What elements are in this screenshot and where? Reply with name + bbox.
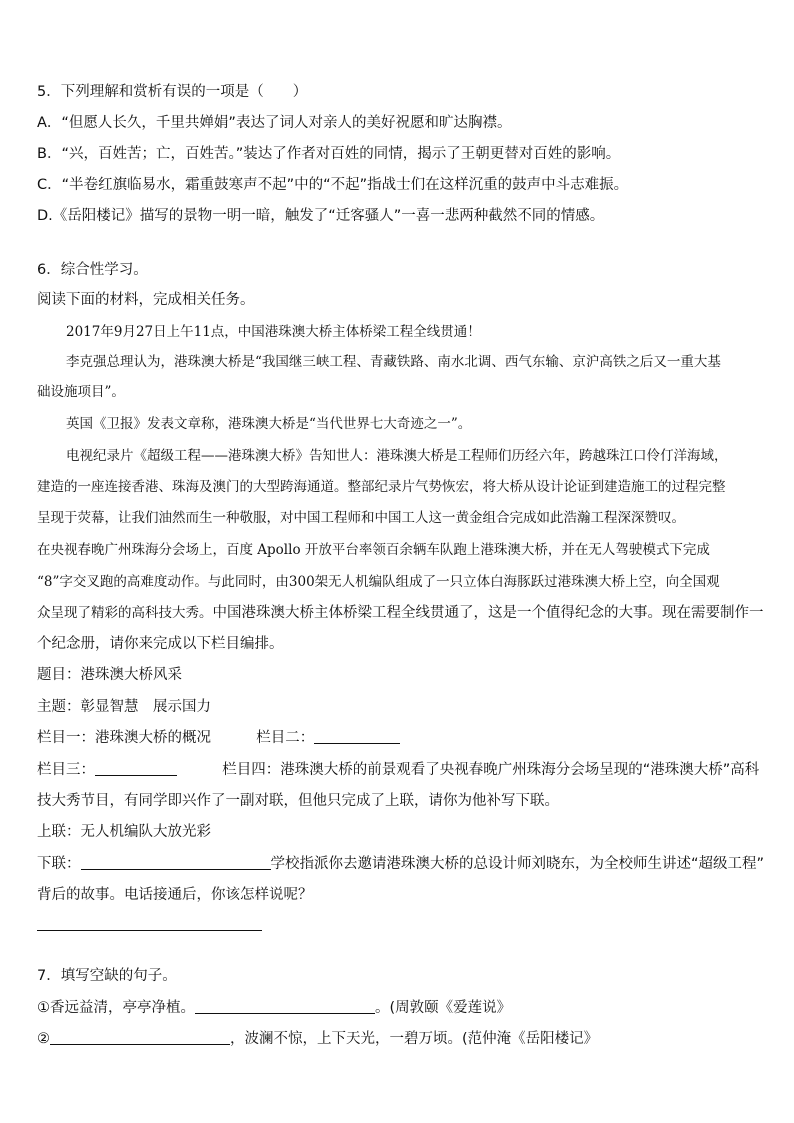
q5-stem: 5．下列理解和赏析有误的一项是（ ）	[37, 84, 308, 100]
q6-material-line: 建造的一座连接香港、珠海及澳门的大型跨海通道。整部纪录片气势恢宏，将大桥从设计论证到建造施工的过程完整	[37, 479, 726, 495]
q6-answer-line	[37, 915, 262, 935]
q5-option-b: B．“兴，百姓苦；亡，百姓苦。”装达了作者对百姓的同情，揭示了王朝更替对百姓的影响。	[37, 146, 621, 162]
q6-task-line2: 个纪念册，请你来完成以下栏目编排。	[37, 636, 284, 652]
q7-item1-blank[interactable]	[195, 999, 375, 1014]
q6-col3-blank[interactable]	[95, 761, 177, 776]
q6-material-line: 呈现于荧幕，让我们油然而生一种敬服，对中国工程师和中国工人这一黄金组合完成如此浩瀚工程深深赞叹。	[37, 510, 685, 526]
q6-lower-tail: 学校指派你去邀请港珠澳大桥的总设计师刘晓东，为全校师生讲述“超级工程”	[270, 856, 765, 872]
q7-item2	[37, 1029, 598, 1049]
q6-columns-row2	[37, 760, 759, 780]
q6-task-tail: 中国港珠澳大桥主体桥梁工程全线贯通了，这是一个值得纪念的大事。现在需要制作一	[212, 605, 764, 621]
q6-lower-line2: 背后的故事。电话接通后，你该怎样说呢？	[37, 887, 313, 903]
q6-material-line: 英国《卫报》发表文章称，港珠澳大桥是“当代世界七大奇迹之一”。	[66, 416, 472, 432]
q6-material-line: 在央视春晚广州珠海分会场上，百度 Apollo 开放平台率领百余辆车队跑上港珠澳大桥，并在无人驾驶模式下完成	[37, 542, 710, 558]
q7-item2-post: ，波澜不惊，上下天光，一碧万顷。(范仲淹《岳阳楼记》	[230, 1031, 599, 1047]
q6-col2-label: 栏目二：	[256, 730, 315, 746]
q6-columns-row1	[37, 728, 400, 748]
q7-item2-blank[interactable]	[50, 1030, 230, 1045]
q6-lower-blank[interactable]	[81, 855, 271, 870]
q6-material-line: 李克强总理认为，港珠澳大桥是“我国继三峡工程、青藏铁路、南水北调、西气东输、京沪高铁之后又一重大基	[66, 354, 721, 370]
q6-task-line	[37, 603, 764, 623]
q5-option-a: A．“但愿人长久，千里共婵娟”表达了词人对亲人的美好祝愿和旷达胸襟。	[37, 115, 512, 131]
q6-material-line: “8”字交叉跑的高难度动作。与此同时，由300架无人机编队组成了一只立体白海豚跃过港珠澳大桥上空，向全国观	[37, 574, 720, 590]
q6-theme-line: 主题：彰显智慧 展示国力	[37, 699, 211, 715]
q6-upper-couplet: 上联：无人机编队大放光彩	[37, 824, 211, 840]
q6-col3-label: 栏目三：	[37, 762, 95, 778]
q7-item1	[37, 998, 511, 1018]
q6-col1: 栏目一：港珠澳大桥的概况	[37, 730, 211, 746]
q6-material-line: 础设施项目”。	[37, 384, 125, 400]
q7-stem: 7．填写空缺的句子。	[37, 968, 177, 984]
q6-material-line: 2017年9月27日上午11点，中国港珠澳大桥主体桥梁工程全线贯通！	[66, 324, 481, 340]
q7-item1-post: 。(周敦颐《爱莲说》	[375, 1000, 512, 1016]
q5-option-c: C．“半卷红旗临易水，霜重鼓寒声不起”中的“不起”指战士们在这样沉重的鼓声中斗志难振。	[37, 177, 629, 193]
q6-material-end: 众呈现了精彩的高科技大秀。	[37, 605, 213, 621]
q6-lower-label: 下联：	[37, 856, 81, 872]
q6-col4: 栏目四：港珠澳大桥的前景观看了央视春晚广州珠海分会场呈现的“港珠澳大桥”高科	[222, 762, 760, 778]
q6-col4-line2: 技大秀节目，有同学即兴作了一副对联，但他只完成了上联，请你为他补写下联。	[37, 793, 559, 809]
q5-option-d: D.《岳阳楼记》描写的景物一明一暗，触发了“迁客骚人”一喜一悲两种截然不同的情感。	[37, 208, 605, 224]
q6-title-line: 题目：港珠澳大桥风采	[37, 667, 182, 683]
q7-item1-pre: ①香远益清，亭亭净植。	[37, 1000, 195, 1016]
q6-answer-blank[interactable]	[37, 916, 262, 931]
q6-instruction: 阅读下面的材料，完成相关任务。	[37, 292, 255, 308]
q7-item2-pre: ②	[37, 1031, 50, 1047]
q6-col2-blank[interactable]	[314, 729, 400, 744]
q6-stem: 6．综合性学习。	[37, 262, 148, 278]
q6-lower-couplet-row	[37, 854, 764, 874]
q6-material-line: 电视纪录片《超级工程——港珠澳大桥》告知世人：港珠澳大桥是工程师们历经六年，跨越珠江口伶仃洋海域，	[66, 448, 728, 464]
